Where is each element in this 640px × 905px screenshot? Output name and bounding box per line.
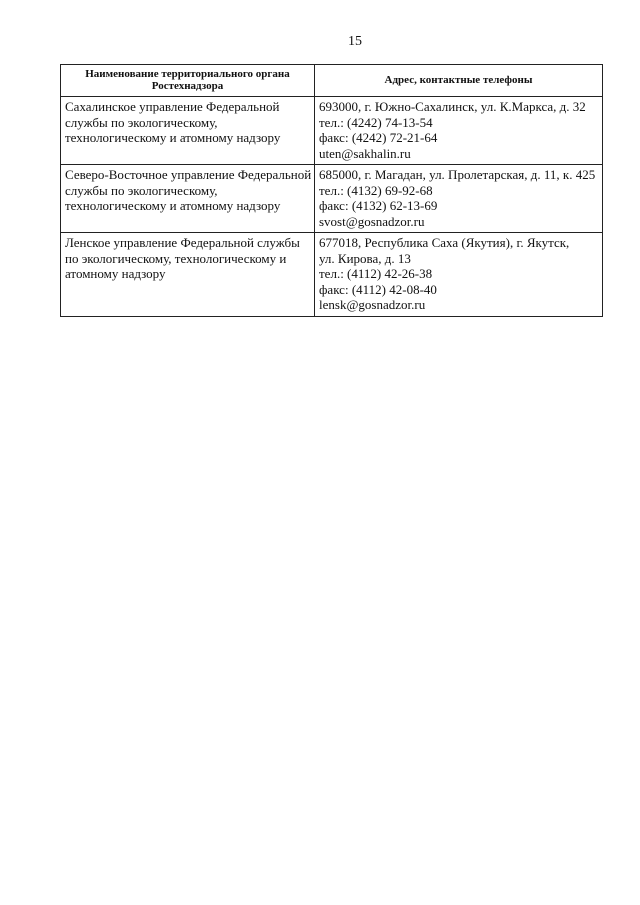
fax-line: факс: (4112) 42-08-40 bbox=[319, 281, 437, 297]
header-org-name bbox=[61, 65, 315, 97]
org-name-cell bbox=[61, 97, 315, 165]
fax-line: факс: (4132) 62-13-69 bbox=[319, 198, 438, 213]
phone-line: тел.: (4132) 69-92-68 bbox=[319, 182, 433, 198]
org-name-line: Ленское управление Федеральной службы bbox=[65, 235, 300, 250]
table-row bbox=[61, 165, 603, 233]
org-name-line: Сахалинское управление Федеральной bbox=[65, 99, 280, 114]
table-header-row bbox=[61, 65, 603, 97]
page-number: 15 bbox=[348, 34, 362, 49]
org-name-line: Северо-Восточное управление Федеральной bbox=[65, 167, 312, 182]
org-name-line: службы по экологическому, bbox=[65, 182, 218, 198]
phone-line: тел.: (4112) 42-26-38 bbox=[319, 266, 433, 281]
address-cell bbox=[315, 165, 603, 233]
org-name-line: по экологическому, технологическому и bbox=[65, 250, 287, 266]
address-cell bbox=[315, 233, 603, 317]
address-line: 685000, г. Магадан, ул. Пролетарская, д. 11, к. 425 bbox=[319, 167, 596, 182]
org-name-cell bbox=[61, 233, 315, 317]
email-line: svost@gosnadzor.ru bbox=[319, 213, 425, 229]
address-line: 693000, г. Южно-Сахалинск, ул. К.Маркса, д. 32 bbox=[319, 99, 586, 114]
table-row bbox=[61, 97, 603, 165]
header-org-name-line2: Ростехнадзора bbox=[151, 80, 224, 92]
email-line: uten@sakhalin.ru bbox=[319, 145, 411, 161]
email-line: lensk@gosnadzor.ru bbox=[319, 297, 426, 312]
address-cell bbox=[315, 97, 603, 165]
territorial-bodies-table bbox=[60, 64, 603, 317]
org-name-cell bbox=[61, 165, 315, 233]
header-address: Адрес, контактные телефоны bbox=[315, 65, 603, 97]
org-name-line: атомному надзору bbox=[65, 266, 166, 281]
table-row bbox=[61, 233, 603, 317]
fax-line: факс: (4242) 72-21-64 bbox=[319, 130, 438, 145]
address-line: 677018, Республика Саха (Якутия), г. Якутск, bbox=[319, 235, 570, 250]
org-name-line: технологическому и атомному надзору bbox=[65, 198, 281, 213]
org-name-line: службы по экологическому, bbox=[65, 114, 218, 130]
header-org-name-line1: Наименование территориального органа bbox=[85, 67, 290, 80]
org-name-line: технологическому и атомному надзору bbox=[65, 130, 281, 145]
phone-line: тел.: (4242) 74-13-54 bbox=[319, 114, 433, 130]
address-line: ул. Кирова, д. 13 bbox=[319, 250, 411, 266]
